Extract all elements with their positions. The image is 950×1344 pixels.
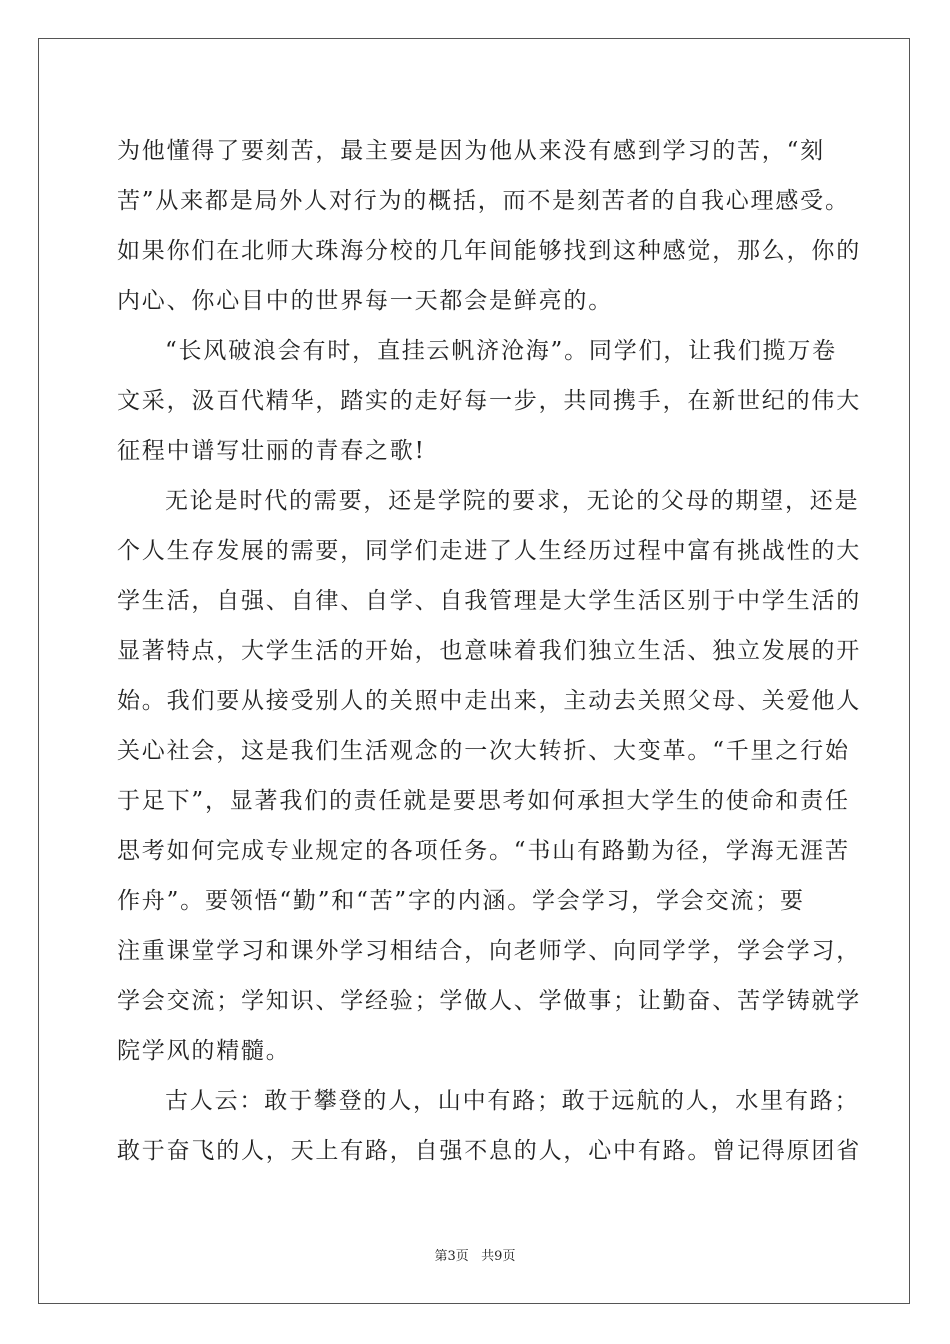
text-line: 显著特点，大学生活的开始，也意味着我们独立生活、独立发展的开 — [117, 638, 861, 664]
document-body — [117, 126, 861, 1176]
text-line: 个人生存发展的需要，同学们走进了人生经历过程中富有挑战性的大 — [117, 538, 861, 564]
text-line: 如果你们在北师大珠海分校的几年间能够找到这种感觉，那么，你的 — [117, 238, 861, 264]
text-line: 作舟”。要领悟“勤”和“苦”字的内涵。学会学习，学会交流；要 — [117, 888, 805, 914]
text-line: 为他懂得了要刻苦，最主要是因为他从来没有感到学习的苦，“刻 — [117, 138, 825, 164]
text-line: 学会交流；学知识、学经验；学做人、学做事；让勤奋、苦学铸就学 — [117, 988, 861, 1014]
text-line: 于足下”，显著我们的责任就是要思考如何承担大学生的使命和责任 — [117, 788, 850, 814]
text-line: 注重课堂学习和课外学习相结合，向老师学、向同学学，学会学习， — [117, 938, 861, 964]
text-line: 苦”从来都是局外人对行为的概括，而不是刻苦者的自我心理感受。 — [117, 188, 850, 214]
text-line: 关心社会，这是我们生活观念的一次大转折、大变革。“千里之行始 — [117, 738, 850, 764]
page-number-footer: 第3页 共9页 — [434, 1249, 516, 1264]
text-line: 始。我们要从接受别人的关照中走出来，主动去关照父母、关爱他人 — [117, 688, 861, 714]
text-line: 院学风的精髓。 — [117, 1038, 291, 1064]
text-line: 内心、你心目中的世界每一天都会是鲜亮的。 — [117, 288, 613, 314]
text-line: 征程中谱写壮丽的青春之歌! — [117, 438, 426, 464]
paragraph-first-line: “长风破浪会有时，直挂云帆济沧海”。同学们，让我们揽万卷 — [165, 338, 837, 364]
text-line: 学生活，自强、自律、自学、自我管理是大学生活区别于中学生活的 — [117, 588, 861, 614]
text-line: 文采，汲百代精华，踏实的走好每一步，共同携手，在新世纪的伟大 — [117, 388, 861, 414]
paragraph-first-line: 古人云：敢于攀登的人，山中有路；敢于远航的人，水里有路； — [165, 1088, 860, 1114]
text-line: 敢于奋飞的人，天上有路，自强不息的人，心中有路。曾记得原团省 — [117, 1138, 861, 1164]
text-line: 思考如何完成专业规定的各项任务。“书山有路勤为径，学海无涯苦 — [117, 838, 850, 864]
paragraph-first-line: 无论是时代的需要，还是学院的要求，无论的父母的期望，还是 — [165, 488, 860, 514]
